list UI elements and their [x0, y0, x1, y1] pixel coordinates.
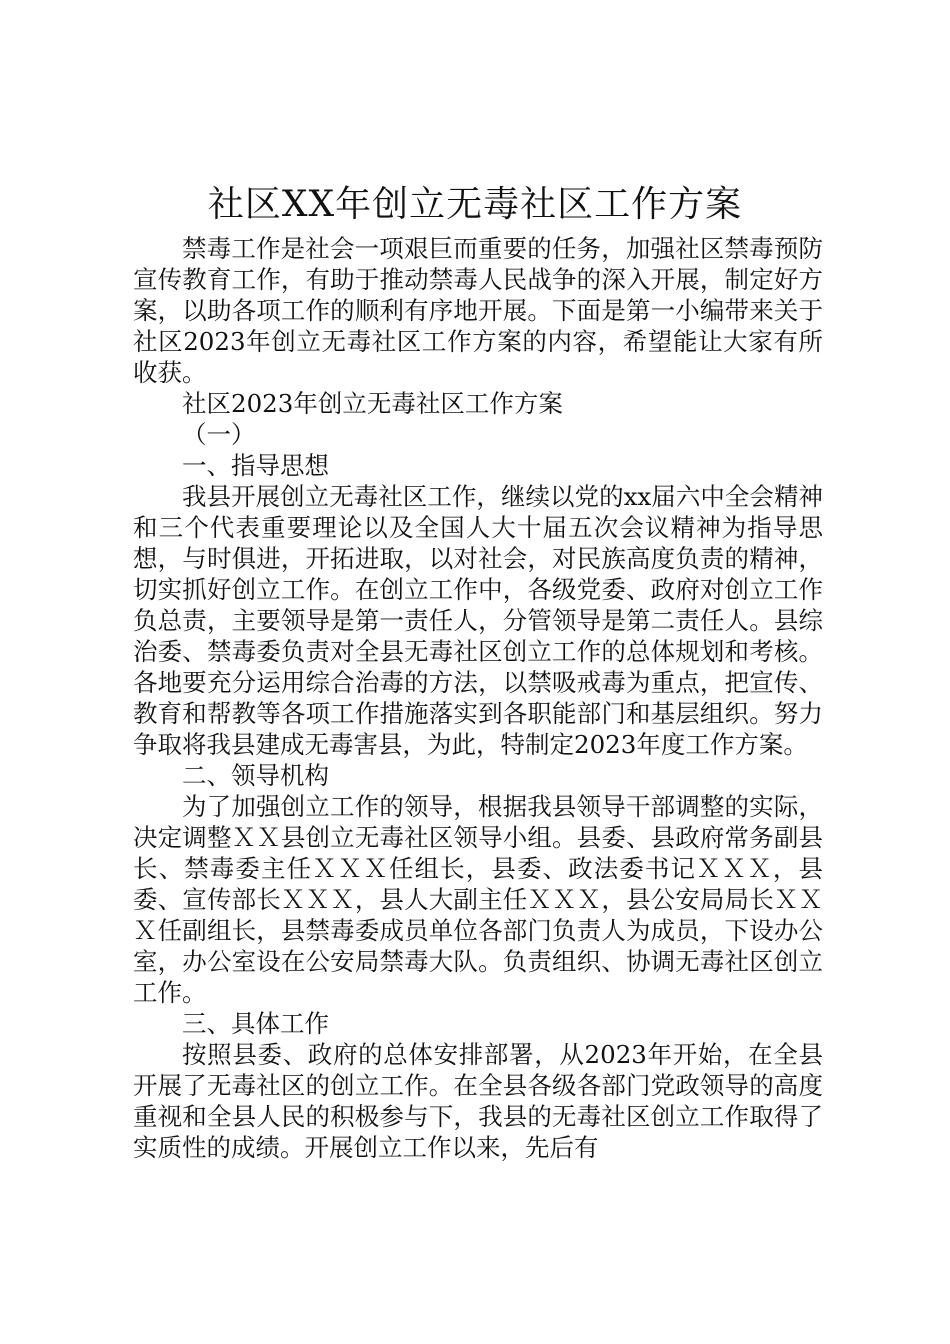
section-heading-specific-work: 三、具体工作 — [182, 1009, 329, 1038]
paragraph-specific-work: 按照县委、政府的总体安排部署，从2023年开始，在全县开展了无毒社区的创立工作。在全县各级各部门党政领导的高度重视和全县人民的积极参与下，我县的无毒社区创立工作取得了实质性的成绩。开展创立工作以来，先后有 — [133, 1040, 823, 1162]
intro-paragraph: 禁毒工作是社会一项艰巨而重要的任务，加强社区禁毒预防宣传教育工作，有助于推动禁毒人民战争的深入开展，制定好方案，以助各项工作的顺利有序地开展。下面是第一小编带来关于社区2023年创立无毒社区工作方案的内容，希望能让大家有所收获。 — [133, 234, 823, 387]
document-title: 社区XX年创立无毒社区工作方案 — [207, 184, 743, 225]
paragraph-guiding-thought: 我县开展创立无毒社区工作，继续以党的xx届六中全会精神和三个代表重要理论以及全国人大十届五次会议精神为指导思想，与时俱进，开拓进取，以对社会，对民族高度负责的精神，切实抓好创立工作。在创立工作中，各级党委、政府对创立工作负总责，主要领导是第一责任人，分管领导是第二责任人。县综治委、禁毒委负责对全县无毒社区创立工作的总体规划和考核。各地要充分运用综合治毒的方法，以禁吸戒毒为重点，把宣传、教育和帮教等各项工作措施落实到各职能部门和基层组织。努力争取将我县建成无毒害县，为此，特制定2023年度工作方案。 — [133, 482, 823, 759]
subtitle: 社区2023年创立无毒社区工作方案 — [182, 389, 563, 418]
section-heading-guiding-thought: 一、指导思想 — [182, 451, 329, 480]
section-heading-leadership: 二、领导机构 — [182, 761, 329, 790]
section-number: （一） — [182, 420, 256, 449]
document-body — [133, 233, 823, 1163]
paragraph-leadership: 为了加强创立工作的领导，根据我县领导干部调整的实际，决定调整ＸＸ县创立无毒社区领导小组。县委、县政府常务副县长、禁毒委主任ＸＸＸ任组长，县委、政法委书记ＸＸＸ，县委、宣传部长ＸＸＸ，县人大副主任ＸＸＸ，县公安局局长ＸＸＸ任副组长，县禁毒委成员单位各部门负责人为成员，下设办公室，办公室设在公安局禁毒大队。负责组织、协调无毒社区创立工作。 — [133, 792, 823, 1007]
